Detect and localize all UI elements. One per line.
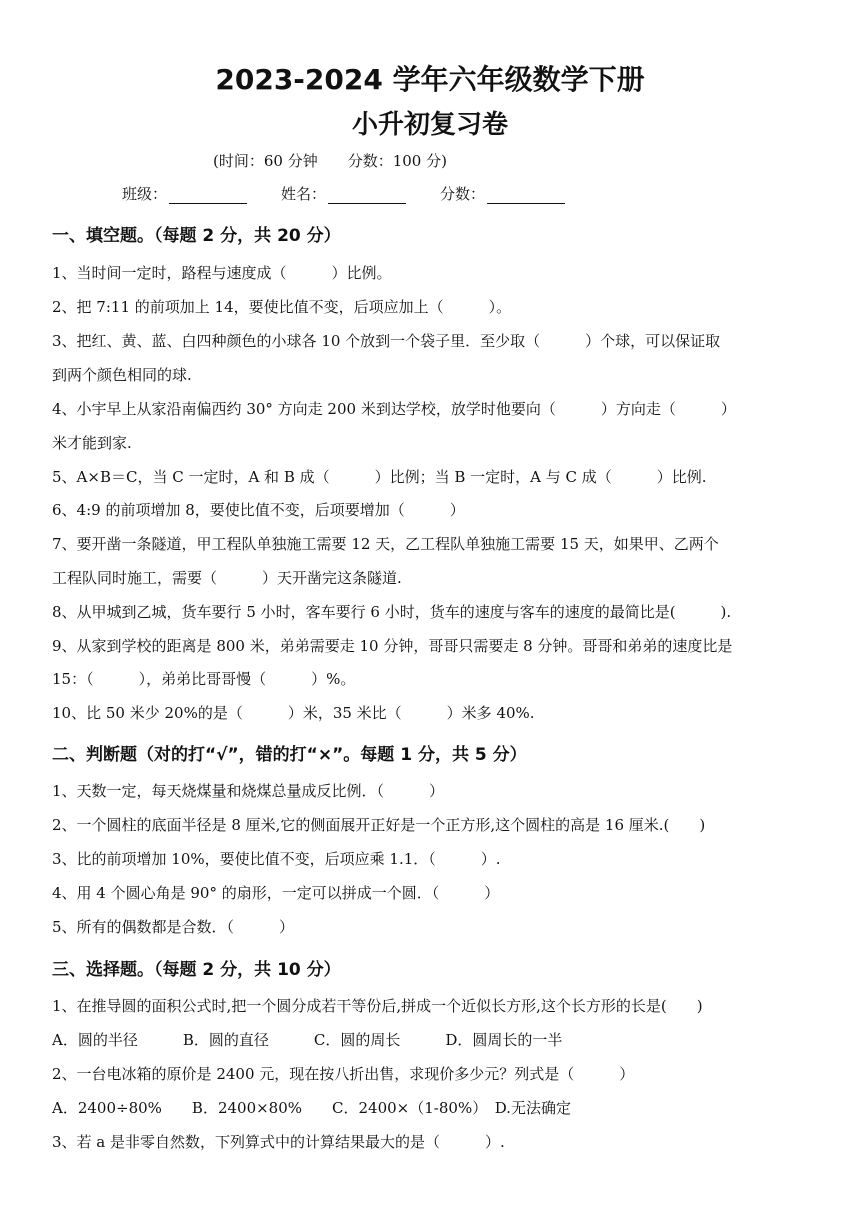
question-line: A．2400÷80% B．2400×80% C．2400×（1-80%） D.无法确定 <box>52 1099 571 1117</box>
exam-subtitle: 小升初复习卷 <box>351 110 508 140</box>
question-line: A．圆的半径 B．圆的直径 C．圆的周长 D．圆周长的一半 <box>52 1031 563 1049</box>
class-field <box>122 183 247 204</box>
question-line: 1、当时间一定时，路程与速度成（ ）比例。 <box>52 264 392 282</box>
section-heading-fill: 一、填空题。（每题 2 分，共 20 分） <box>52 226 341 246</box>
question-line: 7、要开凿一条隧道，甲工程队单独施工需要 12 天，乙工程队单独施工需要 15 天，如果甲、乙两个 <box>52 535 719 553</box>
name-label: 姓名： <box>281 185 327 203</box>
name-blank[interactable] <box>328 186 406 204</box>
exam-title: 2023-2024 学年六年级数学下册 <box>215 63 645 96</box>
question-line: 2、一个圆柱的底面半径是 8 厘米,它的侧面展开正好是一个正方形,这个圆柱的高是 16 厘米.( ) <box>52 816 706 834</box>
question-line: 5、A×B＝C，当 C 一定时，A 和 B 成（ ）比例；当 B 一定时，A 与 C 成（ ）比例. <box>52 468 707 486</box>
question-line: 3、比的前项增加 10%，要使比值不变，后项应乘 1.1．（ ）. <box>52 850 501 868</box>
class-blank[interactable] <box>169 186 247 204</box>
time-score-note: (时间：60 分钟 分数：100 分) <box>213 152 447 170</box>
question-line: 到两个颜色相同的球. <box>52 366 192 384</box>
question-line: 4、用 4 个圆心角是 90° 的扇形，一定可以拼成一个圆．（ ） <box>52 884 500 902</box>
question-line: 1、在推导圆的面积公式时,把一个圆分成若干等份后,拼成一个近似长方形,这个长方形的长是( ) <box>52 997 703 1015</box>
question-line: 5、所有的偶数都是合数．（ ） <box>52 918 295 936</box>
question-line: 米才能到家. <box>52 434 132 452</box>
question-line: 2、把 7:11 的前项加上 14，要使比值不变，后项应加上（ ）。 <box>52 298 512 316</box>
score-field <box>440 183 565 204</box>
question-line: 9、从家到学校的距离是 800 米，弟弟需要走 10 分钟，哥哥只需要走 8 分钟。哥哥和弟弟的速度比是 <box>52 637 733 655</box>
question-line: 4、小宇早上从家沿南偏西约 30° 方向走 200 米到达学校，放学时他要向（ ）方向走（ ） <box>52 400 736 418</box>
question-line: 6、4:9 的前项增加 8，要使比值不变，后项要增加（ ） <box>52 501 465 519</box>
score-label: 分数： <box>440 185 486 203</box>
question-line: 1、天数一定，每天烧煤量和烧煤总量成反比例．（ ） <box>52 782 445 800</box>
section-heading-choice: 三、选择题。（每题 2 分，共 10 分） <box>52 960 341 980</box>
score-blank[interactable] <box>487 186 565 204</box>
question-line: 2、一台电冰箱的原价是 2400 元，现在按八折出售，求现价多少元？列式是（ ） <box>52 1065 635 1083</box>
name-field <box>281 183 406 204</box>
question-line: 工程队同时施工，需要（ ）天开凿完这条隧道. <box>52 569 402 587</box>
section-heading-judge: 二、判断题（对的打“√”，错的打“×”。每题 1 分，共 5 分） <box>52 745 527 765</box>
question-line: 3、把红、黄、蓝、白四种颜色的小球各 10 个放到一个袋子里．至少取（ ）个球，可以保证取 <box>52 332 721 350</box>
student-info <box>122 183 565 204</box>
class-label: 班级： <box>122 185 168 203</box>
question-line: 8、从甲城到乙城，货车要行 5 小时，客车要行 6 小时，货车的速度与客车的速度的最简比是( ). <box>52 603 732 621</box>
question-line: 3、若 a 是非零自然数，下列算式中的计算结果最大的是（ ）. <box>52 1133 505 1151</box>
question-line: 10、比 50 米少 20%的是（ ）米，35 米比（ ）米多 40%. <box>52 704 535 722</box>
question-line: 15：（ ），弟弟比哥哥慢（ ）%。 <box>52 670 356 688</box>
